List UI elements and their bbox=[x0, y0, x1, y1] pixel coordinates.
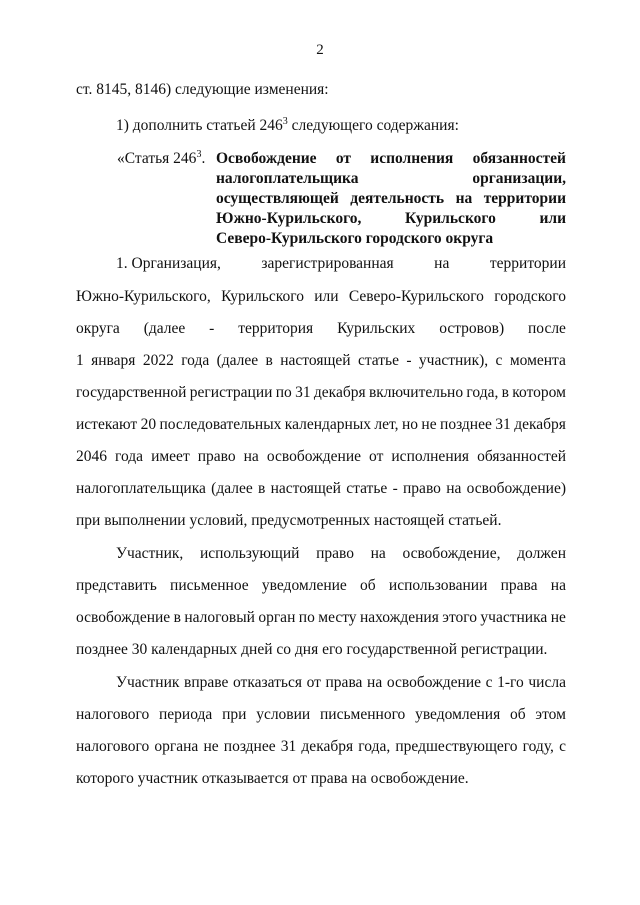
word: отказаться bbox=[233, 674, 302, 691]
word: в bbox=[265, 352, 273, 369]
word: декабря bbox=[313, 384, 366, 401]
word: на bbox=[550, 577, 566, 594]
word: городского bbox=[494, 288, 566, 305]
word: января bbox=[91, 352, 136, 369]
word: 31 bbox=[280, 738, 297, 755]
word: права bbox=[500, 577, 538, 594]
word: котором bbox=[512, 384, 566, 401]
word: использовании bbox=[388, 577, 488, 594]
word: права bbox=[325, 674, 363, 691]
word: налогового bbox=[76, 706, 150, 723]
word: об bbox=[360, 577, 376, 594]
intro-line: ст. 8145, 8146) следующие изменения: bbox=[76, 81, 329, 98]
word: месту bbox=[318, 609, 357, 626]
paragraph-1-line bbox=[76, 320, 566, 338]
word: на bbox=[455, 190, 473, 207]
word: году, bbox=[522, 738, 554, 755]
word: письменное bbox=[170, 577, 249, 594]
word: налогового bbox=[76, 738, 150, 755]
word: освобождение) bbox=[466, 480, 566, 497]
word: последовательных bbox=[159, 416, 282, 433]
word: момента bbox=[509, 352, 566, 369]
word: Освобождение bbox=[216, 150, 317, 167]
word: - bbox=[392, 480, 398, 497]
word: обязанностей bbox=[472, 150, 566, 167]
word: 31 bbox=[495, 416, 511, 433]
word: 2046 bbox=[76, 448, 107, 465]
word: с bbox=[485, 674, 493, 691]
word: на bbox=[367, 674, 383, 691]
word: территории bbox=[483, 190, 566, 207]
word: налоговый bbox=[184, 609, 255, 626]
article-label-superscript: 3 bbox=[196, 149, 202, 160]
article-title-line bbox=[216, 210, 566, 228]
word: (далее bbox=[143, 320, 186, 337]
word: уведомления bbox=[415, 706, 501, 723]
word: 1. Организация, bbox=[116, 255, 221, 272]
word: от bbox=[335, 150, 351, 167]
paragraph-2-line bbox=[76, 609, 566, 627]
word: периода bbox=[158, 706, 213, 723]
word: 1 bbox=[76, 352, 84, 369]
word: государственной bbox=[76, 384, 187, 401]
word: островов) bbox=[439, 320, 505, 337]
word: 31 bbox=[295, 384, 311, 401]
item-1 bbox=[116, 117, 459, 135]
word: Южно-Курильского, bbox=[76, 288, 211, 305]
word: участника bbox=[480, 609, 548, 626]
word: - bbox=[209, 320, 215, 337]
word: позднее bbox=[223, 738, 276, 755]
paragraph-2-last-line: позднее 30 календарных дней со дня его государственной регистрации. bbox=[76, 641, 548, 658]
word: условии bbox=[256, 706, 311, 723]
word: округа bbox=[76, 320, 120, 337]
word: 20 bbox=[140, 416, 157, 433]
word: не bbox=[421, 416, 437, 433]
word: года bbox=[181, 352, 210, 369]
word: по bbox=[275, 384, 292, 401]
article-label bbox=[117, 150, 205, 168]
paragraph-1-line bbox=[76, 416, 566, 434]
word: статье bbox=[346, 480, 388, 497]
word: или bbox=[539, 210, 566, 227]
paragraph-1-line bbox=[76, 288, 566, 306]
word: на bbox=[434, 255, 450, 272]
article-title-line bbox=[216, 150, 566, 168]
word: но bbox=[401, 416, 418, 433]
word: орган bbox=[258, 609, 296, 626]
paragraph-2-line bbox=[116, 545, 566, 563]
word: обязанностей bbox=[477, 448, 566, 465]
word: Курильских bbox=[337, 320, 416, 337]
word: органа bbox=[154, 738, 199, 755]
word: на bbox=[446, 480, 462, 497]
word: регистрации bbox=[189, 384, 273, 401]
word: зарегистрированная bbox=[261, 255, 394, 272]
word: (далее bbox=[216, 352, 259, 369]
article-title-line bbox=[216, 170, 566, 188]
article-title-line bbox=[216, 230, 566, 248]
word: на bbox=[243, 448, 259, 465]
word: по bbox=[298, 609, 315, 626]
word: декабря bbox=[301, 738, 354, 755]
word: осуществляющей bbox=[216, 190, 339, 207]
word: от bbox=[306, 674, 321, 691]
word: освобождение, bbox=[402, 545, 501, 562]
word: освобождение bbox=[266, 448, 362, 465]
word: лет, bbox=[374, 416, 399, 433]
word: статье bbox=[357, 352, 399, 369]
page-number: 2 bbox=[316, 42, 324, 58]
word: этого bbox=[442, 609, 477, 626]
word: Северо-Курильского bbox=[348, 288, 484, 305]
word: 1-го bbox=[497, 674, 524, 691]
word: исполнения bbox=[370, 150, 454, 167]
word: Участник, bbox=[116, 545, 184, 562]
word: настоящей bbox=[270, 480, 341, 497]
word: в bbox=[173, 609, 181, 626]
word: от bbox=[369, 448, 384, 465]
word: с bbox=[495, 352, 503, 369]
word: предшествующего bbox=[395, 738, 518, 755]
word: включительно bbox=[368, 384, 464, 401]
item-1-superscript: 3 bbox=[282, 116, 288, 127]
word: право bbox=[316, 545, 354, 562]
word: территории bbox=[489, 255, 566, 272]
word: уведомление bbox=[261, 577, 347, 594]
word: должен bbox=[517, 545, 566, 562]
word: освобождение bbox=[386, 674, 482, 691]
paragraph-1-last-line: при выполнении условий, предусмотренных настоящей статьей. bbox=[76, 512, 502, 529]
word: Северо-Курильского городского округа bbox=[216, 230, 494, 247]
word: на bbox=[370, 545, 386, 562]
word: этом bbox=[535, 706, 566, 723]
word: или bbox=[314, 288, 339, 305]
paragraph-1-line bbox=[116, 255, 566, 273]
word: не bbox=[203, 738, 219, 755]
word: вправе bbox=[184, 674, 229, 691]
word: налогоплательщика bbox=[76, 480, 206, 497]
word: право bbox=[403, 480, 441, 497]
article-label-tail: . bbox=[201, 150, 206, 167]
article-label-text: «Статья 246 bbox=[117, 150, 197, 167]
paragraph-3-line bbox=[76, 706, 566, 724]
word: организации, bbox=[472, 170, 566, 187]
word: года, bbox=[358, 738, 391, 755]
word: Курильского bbox=[221, 288, 304, 305]
paragraph-3-line bbox=[76, 738, 566, 756]
word: имеет bbox=[151, 448, 190, 465]
word: представить bbox=[76, 577, 157, 594]
article-title-line bbox=[216, 190, 566, 208]
word: календарных bbox=[284, 416, 371, 433]
word: позднее bbox=[440, 416, 492, 433]
paragraph-1-line bbox=[76, 352, 566, 370]
word: деятельность bbox=[350, 190, 445, 207]
word: налогоплательщика bbox=[216, 170, 359, 187]
word: право bbox=[197, 448, 236, 465]
word: Южно-Курильского, bbox=[216, 210, 362, 227]
word: после bbox=[528, 320, 566, 337]
word: в bbox=[258, 480, 266, 497]
word: письменного bbox=[320, 706, 406, 723]
word: Курильского bbox=[405, 210, 496, 227]
paragraph-2-line bbox=[76, 577, 566, 595]
word: освобождение bbox=[76, 609, 171, 626]
item-1-tail: следующего содержания: bbox=[287, 117, 459, 134]
word: декабря bbox=[514, 416, 566, 433]
word: истекают bbox=[76, 416, 138, 433]
word: (далее bbox=[211, 480, 253, 497]
paragraph-1-line bbox=[76, 480, 566, 498]
word: - bbox=[406, 352, 412, 369]
word: территория bbox=[238, 320, 314, 337]
paragraph-1-line bbox=[76, 448, 566, 466]
paragraph-1-line bbox=[76, 384, 566, 402]
item-1-text: 1) дополнить статьей 246 bbox=[116, 117, 283, 134]
word: с bbox=[559, 738, 566, 755]
word: настоящей bbox=[280, 352, 351, 369]
word: года bbox=[115, 448, 144, 465]
word: Участник bbox=[116, 674, 180, 691]
paragraph-3-line bbox=[116, 674, 566, 692]
word: участник), bbox=[418, 352, 489, 369]
word: использующий bbox=[199, 545, 300, 562]
word: числа bbox=[528, 674, 566, 691]
word: об bbox=[510, 706, 526, 723]
word: исполнения bbox=[391, 448, 470, 465]
word: при bbox=[222, 706, 247, 723]
word: года, bbox=[466, 384, 499, 401]
word: в bbox=[501, 384, 509, 401]
word: не bbox=[550, 609, 566, 626]
paragraph-3-last-line: которого участник отказывается от права на освобождение. bbox=[76, 770, 469, 787]
word: 2022 bbox=[142, 352, 174, 369]
word: нахождения bbox=[359, 609, 439, 626]
